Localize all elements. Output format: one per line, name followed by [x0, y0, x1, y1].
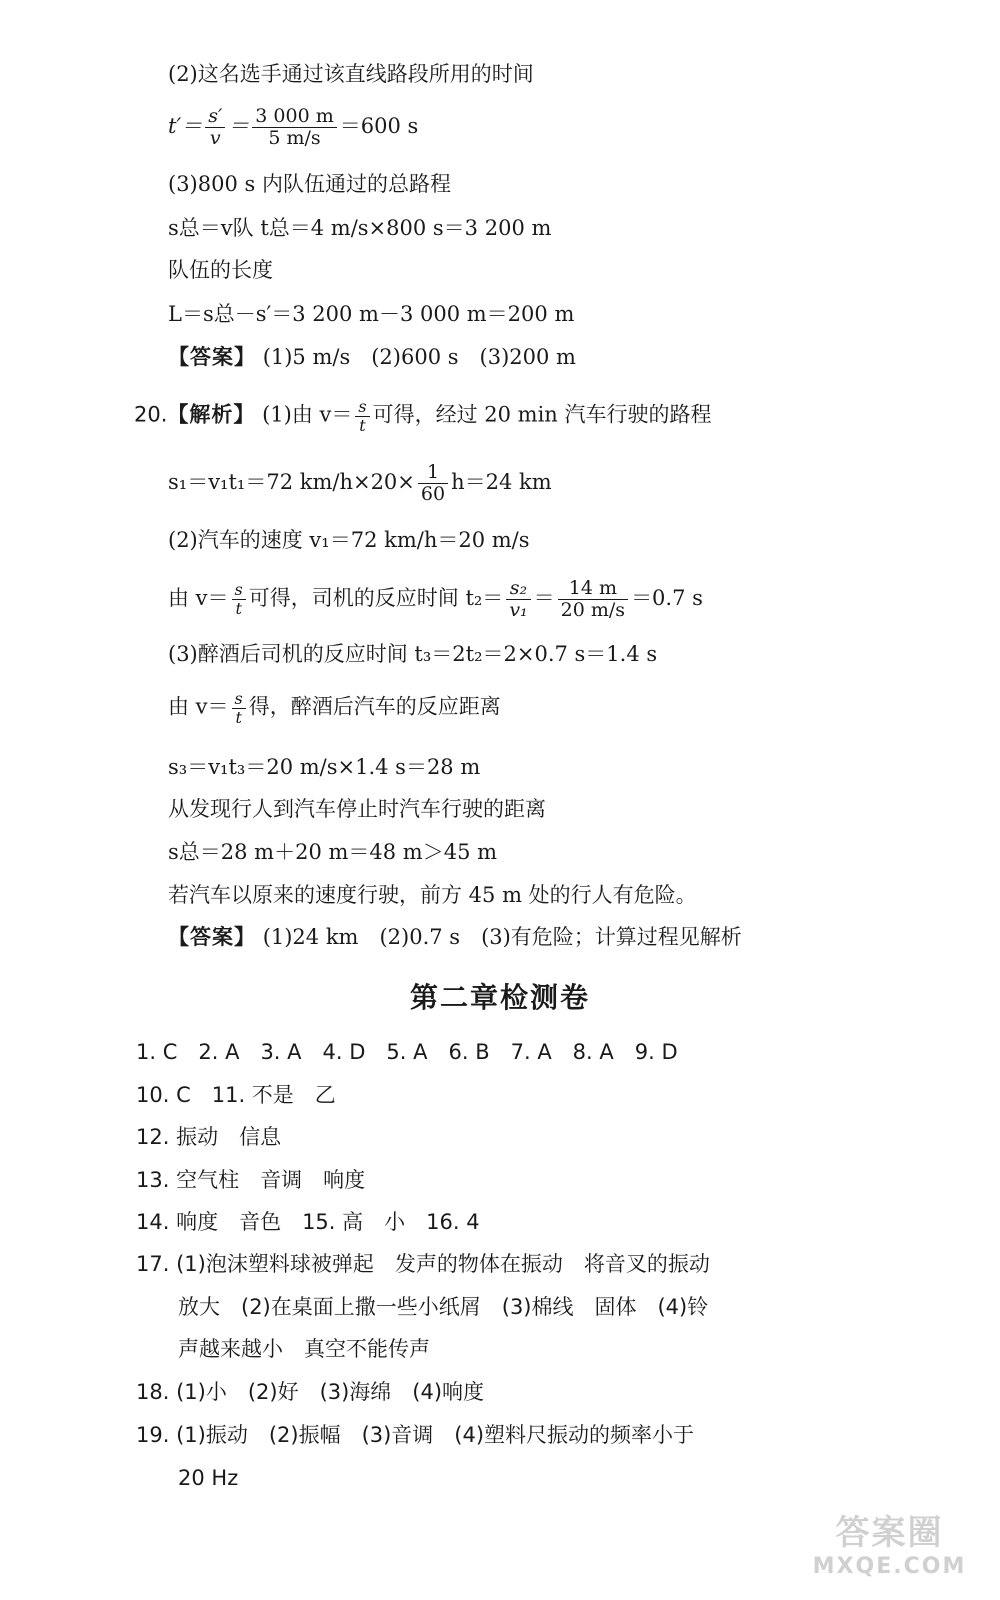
- answer-text: (1)5 m/s (2)600 s (3)200 m: [262, 345, 576, 369]
- watermark-top-text: 答案圈: [835, 1513, 944, 1553]
- q19-part3-text: 队伍的长度: [168, 258, 273, 282]
- eq-rhs: ＝600 s: [339, 113, 419, 138]
- text: 由 v＝: [168, 694, 229, 719]
- text: 得，醉酒后汽车的反应距离: [248, 694, 501, 719]
- text: ＝0.7 s: [631, 585, 703, 610]
- fraction-numerator: 14 m: [558, 578, 628, 600]
- answer-line: 17. (1)泡沫塑料球被弹起 发声的物体在振动 将音叉的振动: [136, 1252, 710, 1276]
- answer-line: 10. C 11. 不是 乙: [136, 1083, 336, 1107]
- q20-line6: s₃＝v₁t₃＝20 m/s×1.4 s＝28 m: [168, 755, 481, 779]
- fraction-denominator: v: [209, 126, 221, 149]
- question-number: 20.: [134, 402, 168, 427]
- q19-part2-equation: [168, 106, 418, 149]
- answer-line: 放大 (2)在桌面上撒一些小纸屑 (3)棉线 固体 (4)铃: [136, 1295, 709, 1319]
- fraction-denominator: 5 m/s: [268, 126, 321, 149]
- fraction: [506, 578, 530, 621]
- text: h＝24 km: [451, 469, 552, 494]
- text: ＝: [533, 585, 555, 610]
- answer-line: 20 Hz: [136, 1466, 239, 1490]
- answer-line: 1. C 2. A 3. A 4. D 5. A 6. B 7. A 8. A 9. D: [136, 1040, 678, 1064]
- answer-line: 14. 响度 音色 15. 高 小 16. 4: [136, 1210, 480, 1234]
- answer-label: 【答案】: [168, 925, 256, 949]
- chapter-title: 第二章检测卷: [409, 981, 590, 1014]
- answer-line: 18. (1)小 (2)好 (3)海绵 (4)响度: [136, 1380, 485, 1404]
- q19-part3-eq1: s总＝v队 t总＝4 m/s×800 s＝3 200 m: [168, 216, 552, 240]
- text: 由 v＝: [168, 585, 229, 610]
- fraction: [418, 462, 448, 505]
- watermark-bottom-text: MXQE.COM: [812, 1554, 967, 1579]
- fraction-numerator: s: [355, 398, 369, 417]
- fraction: [252, 106, 336, 149]
- fraction-denominator: 20 m/s: [560, 598, 626, 621]
- eq-mid: ＝: [228, 113, 250, 138]
- fraction-denominator: t: [235, 598, 242, 618]
- fraction-numerator: 3 000 m: [252, 106, 336, 128]
- fraction: [355, 398, 369, 434]
- text: s₁＝v₁t₁＝72 km/h×20×: [168, 469, 415, 494]
- fraction-numerator: s′: [205, 106, 225, 128]
- analysis-label: 【解析】: [167, 402, 256, 427]
- text: (1)由 v＝: [262, 402, 353, 427]
- q20-line2: (2)汽车的速度 v₁＝72 km/h＝20 m/s: [168, 528, 530, 552]
- q19-part3-heading: (3)800 s 内队伍通过的总路程: [168, 172, 451, 196]
- q20-line5: [168, 690, 501, 726]
- q20-line7: 从发现行人到汽车停止时汽车行驶的距离: [168, 797, 546, 821]
- fraction: [205, 106, 225, 149]
- q19-part2-heading: (2)这名选手通过该直线路段所用的时间: [168, 62, 534, 86]
- answer-line: 12. 振动 信息: [136, 1125, 282, 1149]
- answer-text: (1)24 km (2)0.7 s (3)有危险；计算过程见解析: [262, 925, 742, 949]
- fraction-numerator: s: [232, 581, 246, 600]
- fraction-numerator: s₂: [506, 578, 530, 600]
- q20-line3: [168, 578, 703, 621]
- watermark-logo: [807, 1505, 972, 1590]
- q20-eq1: [168, 462, 552, 505]
- fraction-denominator: t: [235, 707, 242, 727]
- answer-label: 【答案】: [168, 345, 256, 369]
- fraction-denominator: t: [359, 415, 366, 435]
- text: 可得，司机的反应时间 t₂＝: [248, 585, 504, 610]
- q20-line8: s总＝28 m＋20 m＝48 m＞45 m: [168, 840, 498, 864]
- fraction-numerator: 1: [418, 462, 448, 484]
- eq-lhs: t′＝: [168, 113, 203, 138]
- q20-line9: 若汽车以原来的速度行驶，前方 45 m 处的行人有危险。: [168, 883, 697, 907]
- answer-line: 13. 空气柱 音调 响度: [136, 1168, 366, 1192]
- answer-line: 声越来越小 真空不能传声: [136, 1337, 430, 1361]
- q19-part3-eq2: L＝s总－s′＝3 200 m－3 000 m＝200 m: [168, 302, 575, 326]
- fraction-denominator: 60: [420, 482, 446, 505]
- q20-answer: [168, 925, 742, 950]
- fraction-numerator: s: [232, 690, 246, 709]
- q20-line4: (3)醉酒后司机的反应时间 t₃＝2t₂＝2×0.7 s＝1.4 s: [168, 642, 658, 666]
- answer-line: 19. (1)振动 (2)振幅 (3)音调 (4)塑料尺振动的频率小于: [136, 1423, 695, 1447]
- fraction: [558, 578, 628, 621]
- text: 可得，经过 20 min 汽车行驶的路程: [372, 402, 712, 427]
- fraction: [232, 581, 246, 617]
- fraction: [232, 690, 246, 726]
- q19-answer: [168, 345, 576, 370]
- q20-intro: [134, 398, 712, 434]
- fraction-denominator: v₁: [509, 598, 528, 621]
